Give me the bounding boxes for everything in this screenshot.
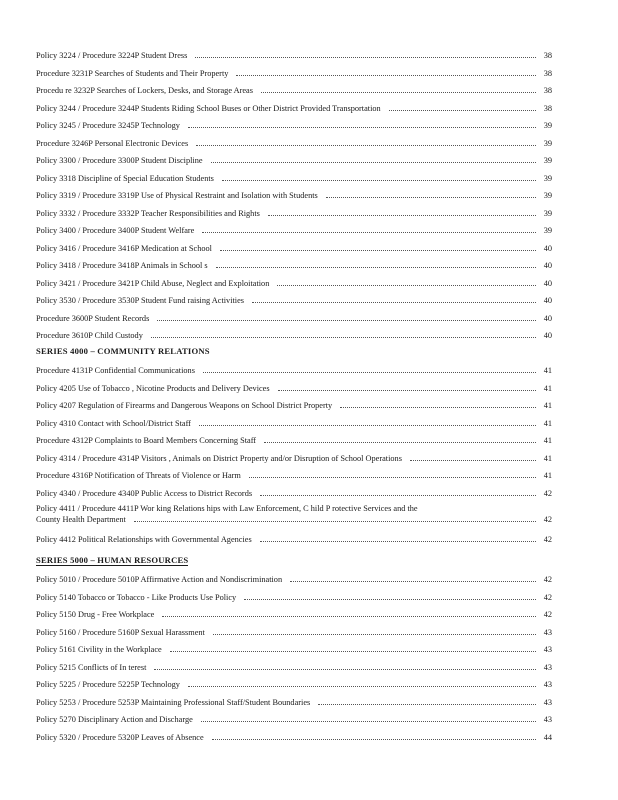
toc-entry-title: Policy 5010 / Procedure 5010P Affirmative Action and Nondiscrimination <box>36 575 283 584</box>
toc-entry <box>36 381 552 393</box>
toc-entry-title: Policy 3530 / Procedure 3530P Student Fund raising Activities <box>36 296 245 305</box>
toc-entry <box>36 258 552 270</box>
toc-entry-page: 40 <box>543 296 552 305</box>
toc-entry <box>36 206 552 218</box>
toc-entry-title: Procedure 3600P Student Records <box>36 314 150 323</box>
toc-entry-page: 41 <box>543 436 552 445</box>
dot-leader <box>389 110 536 111</box>
toc-entry-page: 41 <box>543 419 552 428</box>
toc-entry <box>36 83 552 95</box>
toc-entry-page: 40 <box>543 261 552 270</box>
toc-entry-title: Policy 5215 Conflicts of In terest <box>36 663 147 672</box>
toc-entry-title: Policy 5270 Disciplinary Action and Discharge <box>36 715 193 724</box>
toc-entry-wrapped <box>36 504 552 528</box>
dot-leader <box>196 145 536 146</box>
toc-entry <box>36 48 552 60</box>
toc-entry-page: 41 <box>543 471 552 480</box>
series-5000-heading: SERIES 5000 – HUMAN RESOURCES <box>36 555 189 565</box>
toc-entry <box>36 532 552 544</box>
toc-entry <box>36 136 552 148</box>
toc-entry-title: Policy 3400 / Procedure 3400P Student Welfare <box>36 226 195 235</box>
toc-entry-page: 44 <box>543 733 552 742</box>
toc-entry <box>36 293 552 305</box>
toc-entry <box>36 677 552 689</box>
toc-entry-title: Policy 3418 / Procedure 3418P Animals in School s <box>36 261 208 270</box>
dot-leader <box>318 704 536 705</box>
toc-entry-title: Policy 5160 / Procedure 5160P Sexual Harassment <box>36 628 205 637</box>
toc-entry <box>36 416 552 428</box>
dot-leader <box>252 302 536 303</box>
toc-entry-page: 39 <box>543 139 552 148</box>
dot-leader <box>195 57 536 58</box>
dot-leader <box>157 320 536 321</box>
toc-entry-page: 41 <box>543 454 552 463</box>
dot-leader <box>188 686 536 687</box>
toc-entry <box>36 590 552 602</box>
toc-entry <box>36 486 552 498</box>
toc-entry <box>36 398 552 410</box>
toc-entry <box>36 660 552 672</box>
toc-entry-title-line1: Policy 4411 / Procedure 4411P Wor king Relations hips with Law Enforcement, C hild P rotective Services and the <box>36 504 418 513</box>
toc-entry-title-line2: County Health Department <box>36 515 126 524</box>
toc-entry-title: Policy 4205 Use of Tobacco , Nicotine Products and Delivery Devices <box>36 384 270 393</box>
dot-leader <box>236 75 536 76</box>
toc-entry <box>36 433 552 445</box>
dot-leader <box>249 477 536 478</box>
toc-entry-title: Policy 3332 / Procedure 3332P Teacher Responsibilities and Rights <box>36 209 260 218</box>
toc-entry-title: Policy 4314 / Procedure 4314P Visitors , Animals on District Property and/or Disruption of School Operations <box>36 454 402 463</box>
toc-entry-page: 42 <box>543 515 552 524</box>
toc-entry-page: 43 <box>543 680 552 689</box>
toc-entry-page: 42 <box>543 575 552 584</box>
toc-entry-title: Policy 5225 / Procedure 5225P Technology <box>36 680 180 689</box>
toc-entry-page: 39 <box>543 121 552 130</box>
toc-entry-page: 39 <box>543 156 552 165</box>
toc-entry <box>36 468 552 480</box>
dot-leader <box>188 127 536 128</box>
toc-entry-page: 39 <box>543 191 552 200</box>
toc-entry-page: 39 <box>543 209 552 218</box>
toc-entry-title: Policy 5140 Tobacco or Tobacco - Like Products Use Policy <box>36 593 237 602</box>
dot-leader <box>199 425 536 426</box>
toc-entry <box>36 625 552 637</box>
dot-leader <box>202 232 536 233</box>
dot-leader <box>326 197 536 198</box>
toc-entry <box>36 153 552 165</box>
toc-entry-title: Procedure 4131P Confidential Communications <box>36 366 195 375</box>
toc-entry-page: 40 <box>543 244 552 253</box>
toc-entry-title: Policy 3245 / Procedure 3245P Technology <box>36 121 180 130</box>
toc-entry-title: Procedure 3231P Searches of Students and Their Property <box>36 69 229 78</box>
dot-leader <box>212 739 536 740</box>
dot-leader <box>134 521 536 522</box>
toc-entry-page: 38 <box>543 69 552 78</box>
toc-entry-page: 40 <box>543 314 552 323</box>
toc-entry <box>36 66 552 78</box>
toc-entry-title: Policy 3319 / Procedure 3319P Use of Physical Restraint and Isolation with Students <box>36 191 318 200</box>
toc-entry <box>36 118 552 130</box>
toc-entry <box>36 451 552 463</box>
toc-entry-title: Policy 5320 / Procedure 5320P Leaves of Absence <box>36 733 204 742</box>
toc-entry-title: Policy 3318 Discipline of Special Education Students <box>36 174 214 183</box>
toc-entry-page: 43 <box>543 645 552 654</box>
toc-entry-line2 <box>36 515 552 524</box>
toc-entry-title: Policy 3421 / Procedure 3421P Child Abuse, Neglect and Exploitation <box>36 279 270 288</box>
dot-leader <box>261 92 536 93</box>
dot-leader <box>213 634 536 635</box>
toc-entry-title: Procedure 3610P Child Custody <box>36 331 143 340</box>
toc-entry <box>36 311 552 323</box>
dot-leader <box>162 616 536 617</box>
dot-leader <box>216 267 536 268</box>
toc-entry-page: 38 <box>543 51 552 60</box>
toc-entry-title: Policy 3300 / Procedure 3300P Student Discipline <box>36 156 203 165</box>
dot-leader <box>151 337 536 338</box>
toc-entry <box>36 171 552 183</box>
toc-entry <box>36 572 552 584</box>
toc-entry-page: 39 <box>543 174 552 183</box>
toc-entry-page: 43 <box>543 698 552 707</box>
toc-entry-title: Policy 4310 Contact with School/District Staff <box>36 419 191 428</box>
dot-leader <box>220 250 536 251</box>
toc-entry-title: Policy 3244 / Procedure 3244P Students Riding School Buses or Other District Provided Transportation <box>36 104 381 113</box>
toc-entry-page: 43 <box>543 715 552 724</box>
toc-entry-page: 42 <box>543 535 552 544</box>
toc-entry <box>36 607 552 619</box>
dot-leader <box>290 581 536 582</box>
toc-entry-title: Procedure 3246P Personal Electronic Devices <box>36 139 189 148</box>
toc-entry-page: 38 <box>543 86 552 95</box>
toc-entry-page: 40 <box>543 279 552 288</box>
toc-entry <box>36 328 552 340</box>
toc-entry-page: 41 <box>543 366 552 375</box>
dot-leader <box>278 390 536 391</box>
toc-entry-title: Policy 3416 / Procedure 3416P Medication at School <box>36 244 212 253</box>
toc-entry-page: 41 <box>543 384 552 393</box>
toc-entry-title: Policy 3224 / Procedure 3224P Student Dress <box>36 51 188 60</box>
toc-entry-title: Procedure 4312P Complaints to Board Members Concerning Staff <box>36 436 257 445</box>
toc-entry-title: Policy 4207 Regulation of Firearms and Dangerous Weapons on School District Property <box>36 401 333 410</box>
toc-entry <box>36 188 552 200</box>
toc-entry-page: 43 <box>543 663 552 672</box>
toc-entry-page: 38 <box>543 104 552 113</box>
dot-leader <box>170 651 536 652</box>
toc-entry-page: 42 <box>543 489 552 498</box>
dot-leader <box>264 442 536 443</box>
toc-entry-page: 40 <box>543 331 552 340</box>
series-4000-heading: SERIES 4000 – COMMUNITY RELATIONS <box>36 346 210 356</box>
toc-entry-title: Procedure 4316P Notification of Threats of Violence or Harm <box>36 471 241 480</box>
toc-entry <box>36 642 552 654</box>
dot-leader <box>260 541 536 542</box>
toc-entry <box>36 730 552 742</box>
dot-leader <box>340 407 536 408</box>
dot-leader <box>203 372 536 373</box>
dot-leader <box>222 180 536 181</box>
toc-entry <box>36 101 552 113</box>
toc-entry-title: Policy 5253 / Procedure 5253P Maintaining Professional Staff/Student Boundaries <box>36 698 311 707</box>
dot-leader <box>277 285 536 286</box>
toc-entry <box>36 276 552 288</box>
toc-entry-title: Procedu re 3232P Searches of Lockers, Desks, and Storage Areas <box>36 86 253 95</box>
toc-entry-page: 41 <box>543 401 552 410</box>
toc-entry-title: Policy 4340 / Procedure 4340P Public Access to District Records <box>36 489 253 498</box>
toc-entry-page: 42 <box>543 610 552 619</box>
toc-entry <box>36 223 552 235</box>
toc-entry-page: 39 <box>543 226 552 235</box>
dot-leader <box>154 669 536 670</box>
toc-entry-title: Policy 5150 Drug - Free Workplace <box>36 610 155 619</box>
dot-leader <box>268 215 536 216</box>
dot-leader <box>260 495 536 496</box>
toc-entry <box>36 712 552 724</box>
toc-entry-page: 42 <box>543 593 552 602</box>
toc-entry-title: Policy 5161 Civility in the Workplace <box>36 645 162 654</box>
dot-leader <box>201 721 536 722</box>
toc-entry <box>36 695 552 707</box>
toc-entry <box>36 241 552 253</box>
toc-entry-title: Policy 4412 Political Relationships with Governmental Agencies <box>36 535 252 544</box>
toc-entry <box>36 363 552 375</box>
dot-leader <box>410 460 536 461</box>
dot-leader <box>211 162 536 163</box>
dot-leader <box>244 599 536 600</box>
toc-entry-page: 43 <box>543 628 552 637</box>
